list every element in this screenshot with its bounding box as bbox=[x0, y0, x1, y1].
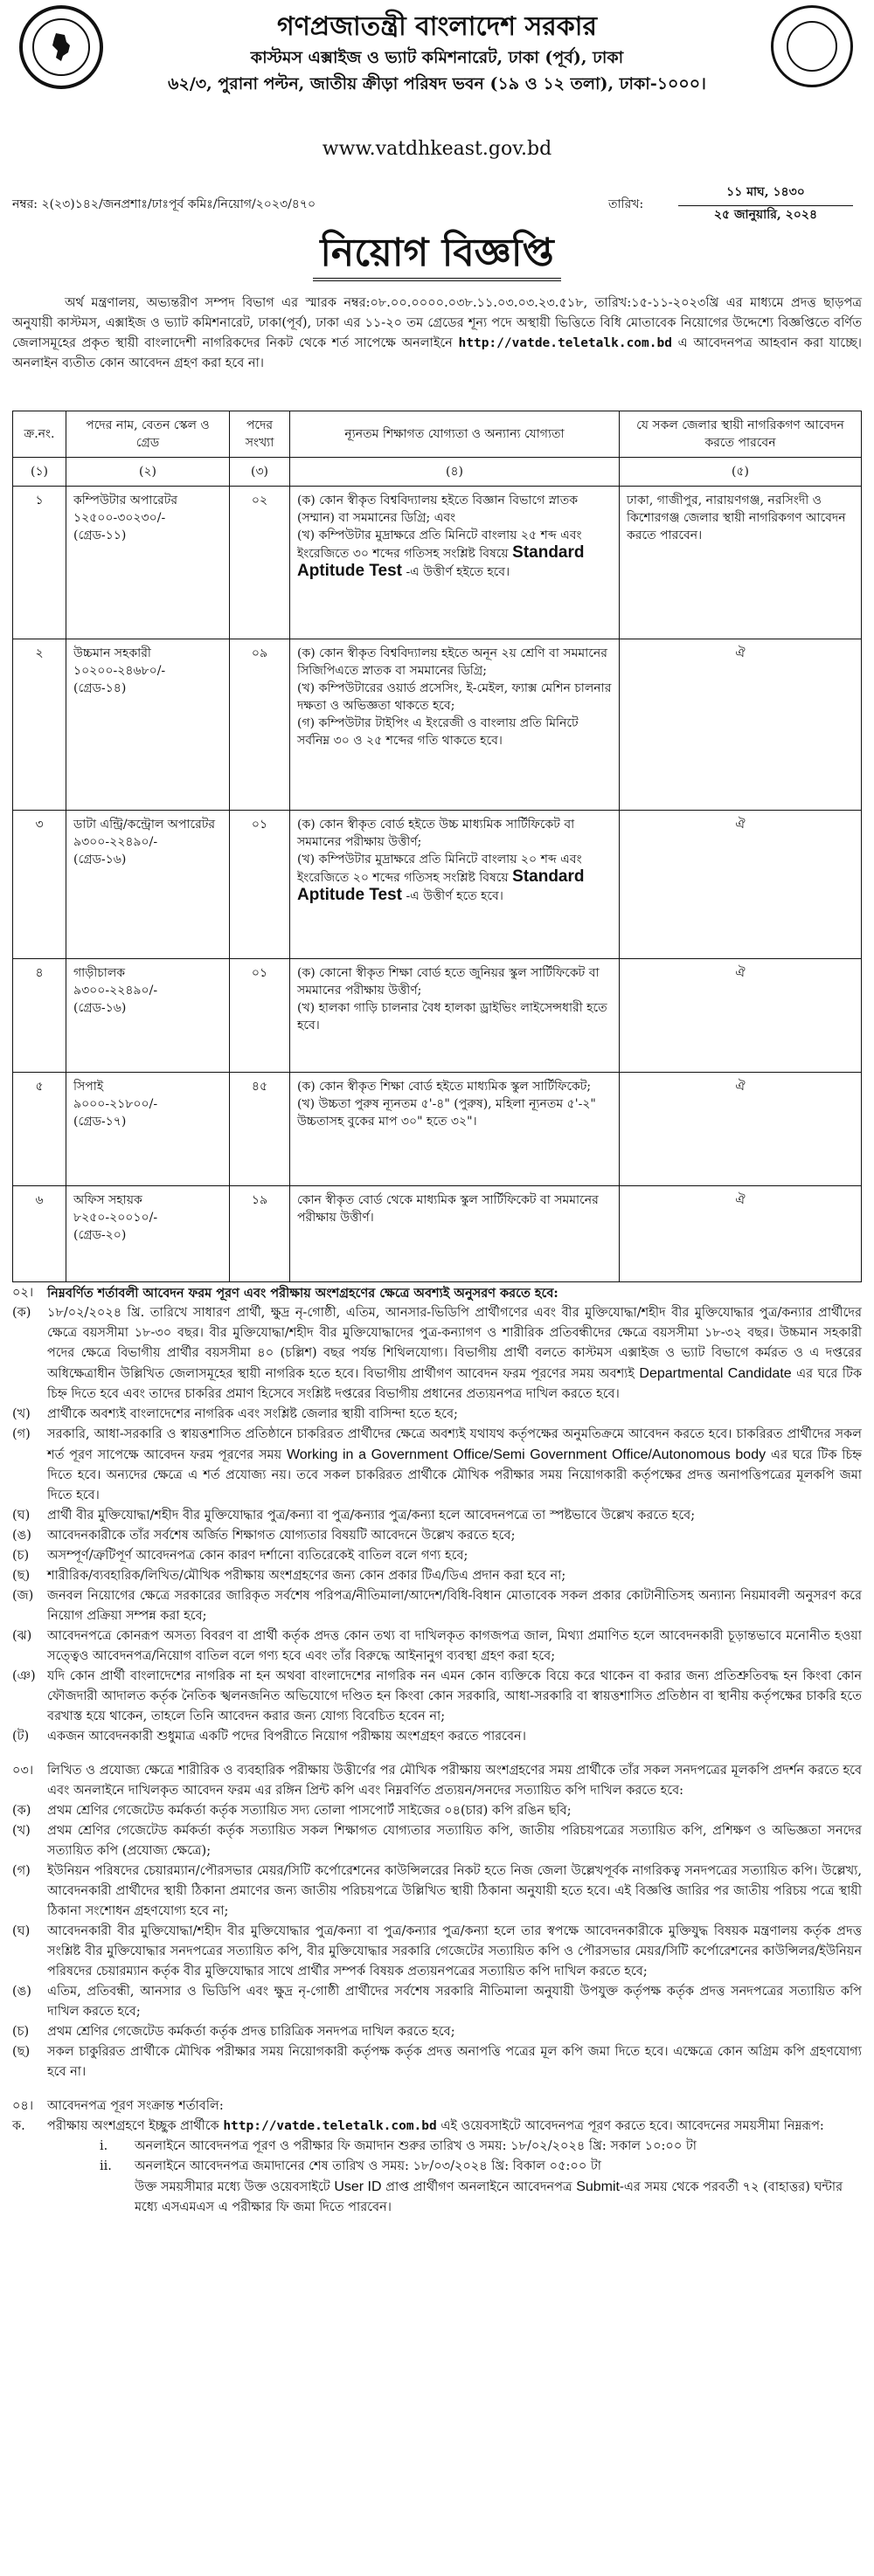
qualification-b-text: (খ) কম্পিউটার মুদ্রাক্ষরে প্রতি মিনিটে বাংলায় ২৫ শব্দ এবং ইংরেজিতে ৩০ শব্দের গতিসহ সংশ্লিষ্ট বিষয়ে bbox=[297, 528, 582, 561]
col-number: (১) bbox=[13, 458, 66, 487]
list-item bbox=[12, 1727, 862, 1747]
row-districts: ঐ bbox=[620, 639, 862, 811]
list-item bbox=[12, 1626, 862, 1667]
submit-label: Submit bbox=[576, 2179, 620, 2194]
list-item bbox=[12, 1506, 862, 1526]
list-item bbox=[12, 2042, 862, 2082]
section-4-heading bbox=[12, 2096, 862, 2117]
date-bangla: ১১ মাঘ, ১৪৩০ bbox=[678, 182, 853, 206]
item-text: একজন আবেদনকারী শুধুমাত্র একটি পদের বিপরীতে নিয়োগ পরীক্ষায় অংশগ্রহণ করতে পারবেন। bbox=[47, 1730, 526, 1744]
item-text-part: সরকারি, আধা-সরকারি ও স্বায়ত্তশাসিত প্রতিষ্ঠানে চাকরিরত প্রার্থীদের ক্ষেত্রে অবশ্যই যথাযথ কর্তৃপক্ষের অনুমতিক্রমে আবেদন করতে হবে। চাকরিরত প্রার্থীদের সকল শর্ত পূরণ সাপেক্ষে আবেদন ফরম পূরণের সময় bbox=[47, 1427, 862, 1462]
row-qualification bbox=[290, 639, 620, 811]
note-text bbox=[135, 2177, 862, 2218]
item-text: যদি কোন প্রার্থী বাংলাদেশের নাগরিক না হন অথবা বাংলাদেশের নাগরিক নন এমন কোন ব্যক্তিকে বিয়ে করে থাকেন বা করার জন্য প্রতিশ্রুতিবদ্ধ হন কিংবা কোন ফৌজদারী আদালত কর্তৃক নৈতিক স্খলনজনিত অভিযোগে দণ্ডিত হন কিংবা কোন সরকারি, আধা-সরকারি বা স্বায়ত্তশাসিত প্রতিষ্ঠান বা স্থানীয় কর্তৃপক্ষের চাকরি হতে বরখাস্ত হয়ে থাকেন, তাহলে তিনি আবেদন করার জন্য যোগ্য বিবেচিত হবেন না; bbox=[47, 1669, 862, 1723]
item-text: প্রার্থীকে অবশ্যই বাংলাদেশের নাগরিক এবং সংশ্লিষ্ট জেলার স্থায়ী বাসিন্দা হতে হবে; bbox=[47, 1407, 458, 1421]
section-title: নিম্নবর্ণিত শর্তাবলী আবেদন ফরম পূরণ এবং পরীক্ষায় অংশগ্রহণের ক্ষেত্রে অবশ্যই অনুসরণ করতে হবে: bbox=[47, 1286, 558, 1301]
qualification-b-text: (খ) কম্পিউটার মুদ্রাক্ষরে প্রতি মিনিটে বাংলায় ২০ শব্দ এবং ইংরেজিতে ২০ শব্দের গতিসহ সংশ্লিষ্ট বিষয়ে bbox=[297, 853, 582, 885]
item-key: ক. bbox=[12, 2119, 25, 2133]
section-number: ০২। bbox=[12, 1286, 34, 1300]
row-qualification bbox=[290, 1186, 620, 1282]
row-post bbox=[66, 639, 230, 811]
list-item bbox=[12, 1405, 862, 1425]
intro-text-2: এ আবেদনপত্র আহবান করা যাচ্ছে। অনলাইন ব্যতীত কোন আবেদন গ্রহণ করা হবে না। bbox=[12, 336, 862, 370]
post-grade: (গ্রেড-২০) bbox=[73, 1228, 127, 1242]
header-districts: যে সকল জেলার স্থায়ী নাগরিকগণ আবেদন করতে পারবেন bbox=[620, 411, 862, 458]
row-post bbox=[66, 487, 230, 639]
row-qualification bbox=[290, 1073, 620, 1186]
office-website[interactable]: www.vatdhkeast.gov.bd bbox=[322, 138, 552, 160]
section-title: আবেদনপত্র পূরণ সংক্রান্ত শর্তাবলি: bbox=[47, 2099, 224, 2113]
user-id-label: User ID bbox=[334, 2179, 382, 2194]
post-scale: ৯৩০০-২২৪৯০/- bbox=[73, 984, 158, 998]
post-grade: (গ্রেড-১৬) bbox=[73, 853, 127, 867]
item-key: (ট) bbox=[12, 1730, 30, 1744]
item-key: (ঘ) bbox=[12, 1924, 31, 1938]
section-3-heading bbox=[12, 1761, 862, 1801]
qualification-a: (ক) কোনো স্বীকৃত শিক্ষা বোর্ড হতে জুনিয়র স্কুল সার্টিফিকেট বা সমমানের পরীক্ষায় উত্তীর্ণ; bbox=[297, 966, 600, 998]
row-qualification bbox=[290, 811, 620, 959]
posts-table bbox=[12, 411, 862, 1282]
item-text bbox=[47, 2117, 862, 2137]
post-scale: ১০২০০-২৪৬৮০/- bbox=[73, 664, 166, 678]
post-scale: ৯৩০০-২২৪৯০/- bbox=[73, 835, 158, 849]
item-key: (চ) bbox=[12, 1549, 30, 1563]
qualification-b bbox=[297, 851, 612, 905]
post-grade: (গ্রেড-১৪) bbox=[73, 681, 127, 695]
table-row bbox=[13, 1186, 862, 1282]
post-scale: ৮২৫০-২০০১০/- bbox=[73, 1211, 158, 1225]
sub-key: i. bbox=[100, 2139, 108, 2153]
item-text-part: এর ঘরে টিক চিহ্ন দিতে হবে। অন্যদের ক্ষেত্রে এ শর্ত প্রযোজ্য নয়। তবে সকল চাকরিরত প্রার্থীকে মৌখিক পরীক্ষার সময় নিয়োগকারী কর্তৃপক্ষের প্রদত্ত অনাপত্তিপত্রের মূলকপি জমা দিতে হবে। bbox=[47, 1448, 863, 1502]
office-name: কাস্টমস এক্সাইজ ও ভ্যাট কমিশনারেট, ঢাকা (পূর্ব), ঢাকা bbox=[250, 48, 624, 67]
intro-text: অর্থ মন্ত্রণালয়, অভ্যন্তরীণ সম্পদ বিভাগ এর স্মারক নম্বর:০৮.০০.০০০০.০৩৮.১১.০৩.০৩.২৩.৫১৮, তারিখ:১৫-১১-২০২৩খ্রি এর মাধ্যমে প্রদত্ত ছাড়পত্র অনুযায়ী কাস্টমস, এক্সাইজ ও ভ্যাট কমিশনারেট, ঢাকা(পূর্ব), ঢাকা এর ১১-২০ তম গ্রেডের শূন্য পদে অস্থায়ী ভিত্তিতে বিধি মোতাবেক নিয়োগের উদ্দেশ্যে বিজ্ঞপ্তিতে বর্ণিত জেলাসমূহের প্রকৃত স্থায়ী বাংলাদেশী নাগরিকদের নিকট থেকে শর্ত সাপেক্ষে অনলাইনে bbox=[12, 296, 862, 350]
item-text: অসম্পূর্ণ/ত্রুটিপূর্ণ আবেদনপত্র কোন কারণ দর্শানো ব্যতিরেকেই বাতিল বলে গণ্য হবে; bbox=[47, 1549, 468, 1563]
table-row bbox=[13, 811, 862, 959]
header-post: পদের নাম, বেতন স্কেল ও গ্রেড bbox=[66, 411, 230, 458]
reference-number: নম্বর: ২(২৩)১৪২/জনপ্রশাঃ/ঢাঃপূর্ব কমিঃ/নিয়োগ/২০২৩/৪৭০ bbox=[12, 197, 316, 211]
row-post bbox=[66, 1186, 230, 1282]
list-item bbox=[12, 1821, 862, 1861]
item-key: (ছ) bbox=[12, 1569, 31, 1583]
qualification-b: (খ) উচ্চতা পুরুষ ন্যূনতম ৫'-৪" (পুরুষ), মহিলা ন্যূনতম ৫'-২" উচ্চতাসহ বুকের মাপ ৩০" হতে ৩২"। bbox=[297, 1097, 596, 1129]
item-key: (ঝ) bbox=[12, 1629, 32, 1643]
item-text: সকল চাকুরিরত প্রার্থীকে মৌখিক পরীক্ষার সময় নিয়োগকারী কর্তৃপক্ষ কর্তৃক প্রদত্ত অনাপত্তি পত্রের মূল কপি জমা দিতে হবে। এক্ষেত্রে কোন অগ্রিম কপি গ্রহণযোগ্য হবে না। bbox=[47, 2045, 862, 2079]
letterhead bbox=[0, 0, 874, 175]
section-2-heading bbox=[12, 1283, 862, 1303]
post-name: সিপাই bbox=[73, 1080, 104, 1094]
row-serial: ৬ bbox=[13, 1186, 66, 1282]
item-text: আবেদনপত্রে কোনরূপ অসত্য বিবরণ বা প্রার্থী কর্তৃক প্রদত্ত কোন তথ্য বা দাখিলকৃত কাগজপত্র জাল, মিথ্যা প্রমাণিত হলে আবেদনকারী চূড়ান্তভাবে মনোনীত হওয়া সত্ত্বেও আবেদনপত্র/নিয়োগ বাতিল বলে গণ্য হবে এবং তাঁর বিরুদ্ধে আইনানুগ ব্যবস্থা গ্রহণ করা হবে; bbox=[47, 1629, 862, 1663]
qualification-b: (খ) কম্পিউটারের ওয়ার্ড প্রসেসিং, ই-মেইল, ফ্যাক্স মেশিন চালনার দক্ষতা ও অভিজ্ঞতা থাকতে হবে; bbox=[297, 681, 612, 713]
qualification-b-end: -এ উত্তীর্ণ হইতে হবে। bbox=[406, 565, 510, 579]
row-serial: ২ bbox=[13, 639, 66, 811]
intro-paragraph bbox=[12, 294, 862, 374]
timeline-item bbox=[12, 2157, 862, 2177]
item-key: (চ) bbox=[12, 2025, 30, 2039]
government-office-label: Working in a Government Office/Semi Government Office/Autonomous body bbox=[286, 1447, 766, 1462]
col-number: (৪) bbox=[290, 458, 620, 487]
col-number: (৩) bbox=[230, 458, 290, 487]
post-scale: ৯০০০-২১৮০০/- bbox=[73, 1097, 158, 1111]
post-name: অফিস সহায়ক bbox=[73, 1193, 142, 1207]
list-item bbox=[12, 1667, 862, 1727]
header-serial: ক্র.নং. bbox=[13, 411, 66, 458]
item-key: (ঙ) bbox=[12, 1529, 31, 1543]
item-text-part: ১৮/০২/২০২৪ খ্রি. তারিখে সাধারণ প্রার্থী, ক্ষুদ্র নৃ-গোষ্ঠী, এতিম, আনসার-ভিডিপি প্রার্থীগণের এবং বীর মুক্তিযোদ্ধা/শহীদ বীর মুক্তিযোদ্ধার পুত্র/কন্যার প্রার্থীদের ক্ষেত্রে বয়সসীমা ১৮-৩০ বছর। বীর মুক্তিযোদ্ধা/শহীদ বীর মুক্তিযোদ্ধাদের পুত্র-কন্যাগণ ও শারীরিক প্রতিবন্ধীদের ক্ষেত্রে বয়সসীমা ১৮-৩২ বছর। উচ্চমান সহকারী পদের ক্ষেত্রে বিভাগীয় প্রার্থীর বয়সসীমা ৪০ (চল্লিশ) বছর পর্যন্ত শিথিলযোগ্য। বিভাগীয় প্রার্থী বলতে কাস্টমস এক্সাইজ ও ভ্যাট বিভাগে কর্মরত ও এ দপ্তরের অধিক্ষেত্রাধীন উল্লিখিত জেলাসমূহের স্থায়ী নাগরিক হতে হবে। বিভাগীয় প্রার্থীগণ আবেদন ফরম পূরণের সময় অবশ্যই bbox=[47, 1306, 862, 1381]
sub-key: ii. bbox=[100, 2159, 112, 2173]
item-text bbox=[47, 1425, 862, 1506]
date-label: তারিখ: bbox=[608, 197, 644, 211]
table-header-row bbox=[13, 411, 862, 458]
section-title: লিখিত ও প্রযোজ্য ক্ষেত্রে শারীরিক ও ব্যবহারিক পরীক্ষায় উত্তীর্ণের পর মৌখিক পরীক্ষায় অংশগ্রহণের সময় প্রার্থীকে তাঁর সকল সনদপত্রের মূলকপি প্রদর্শন করতে হবে এবং অনলাইনে দাখিলকৃত আবেদন ফরম এর রঙ্গিন প্রিন্ট কপি এবং নিম্নবর্ণিত প্রত্যয়ন/সনদের সত্যায়িত কপি দাখিল করতে হবে: bbox=[47, 1764, 862, 1798]
item-text: ইউনিয়ন পরিষদের চেয়ারম্যান/পৌরসভার মেয়র/সিটি কর্পোরেশনের কাউন্সিলরের নিকট হতে নিজ জেলা উল্লেখপূর্বক নাগরিকত্ব সনদপত্রের সত্যায়িত কপি। উল্লেখ্য, আবেদনকারী প্রার্থীদের স্থায়ী ঠিকানা প্রমাণের জন্য জাতীয় পরিচয়পত্রে উল্লিখিত স্থায়ী ঠিকানা অনুযায়ী হতে হবে। এই বিজ্ঞপ্তি জারির পর জাতীয় পরিচয় পত্রে স্থায়ী ঠিকানা সংশোধন গ্রহণযোগ্য হবে না; bbox=[47, 1864, 862, 1918]
qualification-b-end: -এ উত্তীর্ণ হতে হবে। bbox=[406, 889, 503, 903]
item-key: (ক) bbox=[12, 1804, 31, 1818]
row-serial: ৩ bbox=[13, 811, 66, 959]
list-item bbox=[12, 1526, 862, 1546]
column-number-row bbox=[13, 458, 862, 487]
qualification-a: (ক) কোন স্বীকৃত বোর্ড হইতে উচ্চ মাধ্যমিক সার্টিফিকেট বা সমমানের পরীক্ষায় উত্তীর্ণ; bbox=[297, 818, 575, 849]
item-text-part: এই ওয়েবসাইটে আবেদনপত্র পূরণ করতে হবে। আবেদনের সময়সীমা নিম্নরূপ: bbox=[440, 2119, 824, 2133]
list-item bbox=[12, 1546, 862, 1566]
item-text-part: এর ঘরে টিক চিহ্ন দিতে হবে এবং তাদের চাকরির প্রমাণ হিসেবে সংশ্লিষ্ট দপ্তরের বিভাগীয় প্রধানের প্রত্যয়নপত্র দাখিল করতে হবে। bbox=[47, 1367, 862, 1401]
qualification-c: (গ) কম্পিউটার টাইপিং এ ইংরেজী ও বাংলায় প্রতি মিনিটে সর্বনিম্ন ৩০ ও ২৫ শব্দের গতি থাকতে হবে। bbox=[297, 716, 579, 748]
post-name: কম্পিউটার অপারেটর bbox=[73, 494, 178, 508]
row-count: ০২ bbox=[230, 487, 290, 639]
item-text: প্রথম শ্রেণির গেজেটেড কর্মকর্তা কর্তৃক সত্যায়িত সদ্য তোলা পাসপোর্ট সাইজের ০৪(চার) কপি রঙিন ছবি; bbox=[47, 1804, 572, 1818]
post-name: গাড়ীচালক bbox=[73, 966, 126, 980]
list-item bbox=[12, 1801, 862, 1821]
item-text: প্রথম শ্রেণির গেজেটেড কর্মকর্তা কর্তৃক সত্যায়িত সকল শিক্ষাগত যোগ্যতার সত্যায়িত কপি, জাতীয় পরিচয়পত্রের সত্যায়িত কপি, প্রশিক্ষণ ও অভিজ্ঞতা সনদের সত্যায়িত কপি (প্রযোজ্য ক্ষেত্রে); bbox=[47, 1824, 862, 1858]
notice-title bbox=[0, 229, 874, 281]
col-number: (২) bbox=[66, 458, 230, 487]
table-row bbox=[13, 639, 862, 811]
qualification-a: (ক) কোন স্বীকৃত বিশ্ববিদ্যালয় হইতে বিজ্ঞান বিভাগে স্নাতক (সম্মান) বা সমমানের ডিগ্রি; এবং bbox=[297, 494, 579, 525]
table-row bbox=[13, 959, 862, 1073]
list-item bbox=[12, 1566, 862, 1586]
col-number: (৫) bbox=[620, 458, 862, 487]
row-qualification bbox=[290, 959, 620, 1073]
row-districts: ঐ bbox=[620, 1186, 862, 1282]
item-text: প্রার্থী বীর মুক্তিযোদ্ধা/শহীদ বীর মুক্তিযোদ্ধার পুত্র/কন্যা বা পুত্র/কন্যার পুত্র/কন্যা হলে আবেদনপত্রে তা স্পষ্টভাবে উল্লেখ করতে হবে; bbox=[47, 1509, 696, 1523]
application-link-2[interactable]: http://vatde.teletalk.com.bd bbox=[223, 2119, 437, 2133]
note-part: প্রাপ্ত প্রার্থীগণ অনলাইনে আবেদনপত্র bbox=[385, 2180, 572, 2194]
row-districts: ঐ bbox=[620, 1073, 862, 1186]
row-post bbox=[66, 959, 230, 1073]
row-districts: ঐ bbox=[620, 811, 862, 959]
post-grade: (গ্রেড-১১) bbox=[73, 528, 127, 542]
row-count: ০৯ bbox=[230, 639, 290, 811]
item-text: আবেদনকারী বীর মুক্তিযোদ্ধা/শহীদ বীর মুক্তিযোদ্ধার পুত্র/কন্যা বা পুত্র/কন্যার পুত্র/কন্যা হলে তার স্বপক্ষে আবেদনকারীকে মুক্তিযুদ্ধ বিষয়ক মন্ত্রণালয় কর্তৃক প্রদত্ত সংশ্লিষ্ট বীর মুক্তিযোদ্ধার সনদপত্রের সত্যায়িত কপি, বীর মুক্তিযোদ্ধার সরকারি গেজেটের সত্যায়িত কপি ও পৌরসভার মেয়র/সিটি কর্পোরেশনের কাউন্সিলর/ইউনিয়ন পরিষদের চেয়ারম্যান কর্তৃক বীর মুক্তিযোদ্ধার সাথে প্রার্থীর সম্পর্ক বিষয়ক প্রত্যয়নপত্রের সত্যায়িত কপি দাখিল করতে হবে; bbox=[47, 1924, 862, 1979]
item-key: (খ) bbox=[12, 1407, 31, 1421]
item-key: (জ) bbox=[12, 1589, 34, 1603]
item-text-part: পরীক্ষায় অংশগ্রহণে ইচ্ছুক প্রার্থীকে bbox=[47, 2119, 219, 2133]
date-gregorian: ২৫ জানুয়ারি, ২০২৪ bbox=[713, 208, 818, 222]
row-post bbox=[66, 1073, 230, 1186]
list-item bbox=[12, 1861, 862, 1922]
item-key: (ঙ) bbox=[12, 1985, 31, 1999]
post-scale: ১২৫০০-৩০২৩০/- bbox=[73, 511, 166, 525]
item-key: (ক) bbox=[12, 1306, 31, 1320]
note-part: -এর সময় থেকে পরবর্তী ৭২ (বাহাত্তর) ঘন্টার মধ্যে এসএমএস এ পরীক্ষার ফি জমা দিতে পারবেন। bbox=[135, 2180, 843, 2214]
qualification-a: কোন স্বীকৃত বোর্ড থেকে মাধ্যমিক স্কুল সার্টিফিকেট বা সমমানের পরীক্ষায় উত্তীর্ণ। bbox=[297, 1193, 599, 1225]
timeline-item bbox=[12, 2137, 862, 2157]
row-count: ১৯ bbox=[230, 1186, 290, 1282]
list-item bbox=[12, 1586, 862, 1626]
item-key: (ছ) bbox=[12, 2045, 31, 2059]
departmental-candidate-label: Departmental Candidate bbox=[639, 1366, 792, 1381]
item-key: (ঘ) bbox=[12, 1509, 31, 1523]
row-count: ৪৫ bbox=[230, 1073, 290, 1186]
item-text: শারীরিক/ব্যবহারিক/লিখিত/মৌখিক পরীক্ষায় অংশগ্রহণের জন্য কোন প্রকার টিএ/ডিএ প্রদান করা হবে না; bbox=[47, 1569, 566, 1583]
table-row bbox=[13, 487, 862, 639]
qualification-a: (ক) কোন স্বীকৃত শিক্ষা বোর্ড হইতে মাধ্যমিক স্কুল সার্টিফিকেট; bbox=[297, 1080, 592, 1094]
item-text: জনবল নিয়োগের ক্ষেত্রে সরকারের জারিকৃত সর্বশেষ পরিপত্র/নীতিমালা/আদেশ/বিধি-বিধান মোতাবেক সকল প্রকার কোটানীতিসহ অন্যান্য নিয়মাবলী অনুসরণ করে নিয়োগ প্রক্রিয়া সম্পন্ন করা হবে; bbox=[47, 1589, 862, 1623]
item-text: এতিম, প্রতিবন্ধী, আনসার ও ভিডিপি এবং ক্ষুদ্র নৃ-গোষ্ঠী প্রার্থীদের সর্বশেষ সরকারি নীতিমালা অনুযায়ী উপযুক্ত কর্তৃপক্ষ কর্তৃক প্রদত্ত সনদপত্রের সত্যায়িত কপি দাখিল করতে হবে; bbox=[47, 1985, 862, 2019]
post-grade: (গ্রেড-১৬) bbox=[73, 1001, 127, 1015]
row-serial: ৫ bbox=[13, 1073, 66, 1186]
row-qualification bbox=[290, 487, 620, 639]
qualification-b: (খ) হালকা গাড়ি চালনার বৈধ হালকা ড্রাইভিং লাইসেন্সধারী হতে হবে। bbox=[297, 1001, 607, 1032]
row-count: ০১ bbox=[230, 959, 290, 1073]
sub-text: অনলাইনে আবেদনপত্র পূরণ ও পরীক্ষার ফি জমাদান শুরুর তারিখ ও সময়: ১৮/০২/২০২৪ খ্রি: সকাল ১০:০০ টা bbox=[135, 2139, 697, 2153]
row-count: ০১ bbox=[230, 811, 290, 959]
list-item bbox=[12, 1982, 862, 2022]
row-districts: ঐ bbox=[620, 959, 862, 1073]
row-post bbox=[66, 811, 230, 959]
row-serial: ৪ bbox=[13, 959, 66, 1073]
row-districts: ঢাকা, গাজীপুর, নারায়ণগঞ্জ, নরসিংদী ও কিশোরগঞ্জ জেলার স্থায়ী নাগরিকগণ আবেদন করতে পারবেন। bbox=[620, 487, 862, 639]
aptitude-test-label: Standard Aptitude Test bbox=[297, 543, 585, 580]
qualification-b bbox=[297, 527, 612, 581]
list-item bbox=[12, 2117, 862, 2137]
application-link[interactable]: http://vatde.teletalk.com.bd bbox=[458, 336, 672, 350]
item-text bbox=[47, 1303, 862, 1405]
header-qualification: ন্যূনতম শিক্ষাগত যোগ্যতা ও অন্যান্য যোগ্যতা bbox=[290, 411, 620, 458]
government-title: গণপ্রজাতন্ত্রী বাংলাদেশ সরকার bbox=[277, 11, 597, 42]
table-row bbox=[13, 1073, 862, 1186]
item-key: (ঞ) bbox=[12, 1669, 36, 1683]
list-item bbox=[12, 2022, 862, 2042]
list-item bbox=[12, 1425, 862, 1506]
section-number: ০৪। bbox=[12, 2099, 34, 2113]
note-part: উক্ত সময়সীমার মধ্যে উক্ত ওয়েবসাইটে bbox=[135, 2180, 330, 2194]
timeline-note bbox=[12, 2177, 862, 2218]
list-item bbox=[12, 1303, 862, 1405]
row-serial: ১ bbox=[13, 487, 66, 639]
item-key: (গ) bbox=[12, 1427, 31, 1441]
post-name: উচ্চমান সহকারী bbox=[73, 646, 151, 660]
list-item bbox=[12, 1922, 862, 1982]
post-name: ডাটা এন্ট্রি/কন্ট্রোল অপারেটর bbox=[73, 818, 216, 832]
notice-title-text: নিয়োগ বিজ্ঞপ্তি bbox=[313, 229, 560, 281]
sub-text: অনলাইনে আবেদনপত্র জমাদানের শেষ তারিখ ও সময়: ১৮/০৩/২০২৪ খ্রি: বিকাল ০৫:০০ টা bbox=[135, 2159, 601, 2173]
header-count: পদের সংখ্যা bbox=[230, 411, 290, 458]
post-grade: (গ্রেড-১৭) bbox=[73, 1115, 127, 1129]
section-number: ০৩। bbox=[12, 1764, 34, 1778]
item-key: (খ) bbox=[12, 1824, 31, 1838]
item-text: প্রথম শ্রেণির গেজেটেড কর্মকর্তা কর্তৃক প্রদত্ত চারিত্রিক সনদপত্র দাখিল করতে হবে; bbox=[47, 2025, 455, 2039]
item-text: আবেদনকারীকে তাঁর সর্বশেষ অর্জিত শিক্ষাগত যোগ্যতার বিষয়টি আবেদনে উল্লেখ করতে হবে; bbox=[47, 1529, 516, 1543]
aptitude-test-label: Standard Aptitude Test bbox=[297, 867, 585, 904]
qualification-a: (ক) কোন স্বীকৃত বিশ্ববিদ্যালয় হইতে অনূন ২য় শ্রেণি বা সমমানের সিজিপিএতে স্নাতক বা সমমানের ডিগ্রি; bbox=[297, 646, 607, 678]
office-address: ৬২/৩, পুরানা পল্টন, জাতীয় ক্রীড়া পরিষদ ভবন (১৯ ও ১২ তলা), ঢাকা-১০০০। bbox=[168, 74, 706, 93]
item-key: (গ) bbox=[12, 1864, 31, 1878]
conditions-body bbox=[12, 1280, 862, 2218]
